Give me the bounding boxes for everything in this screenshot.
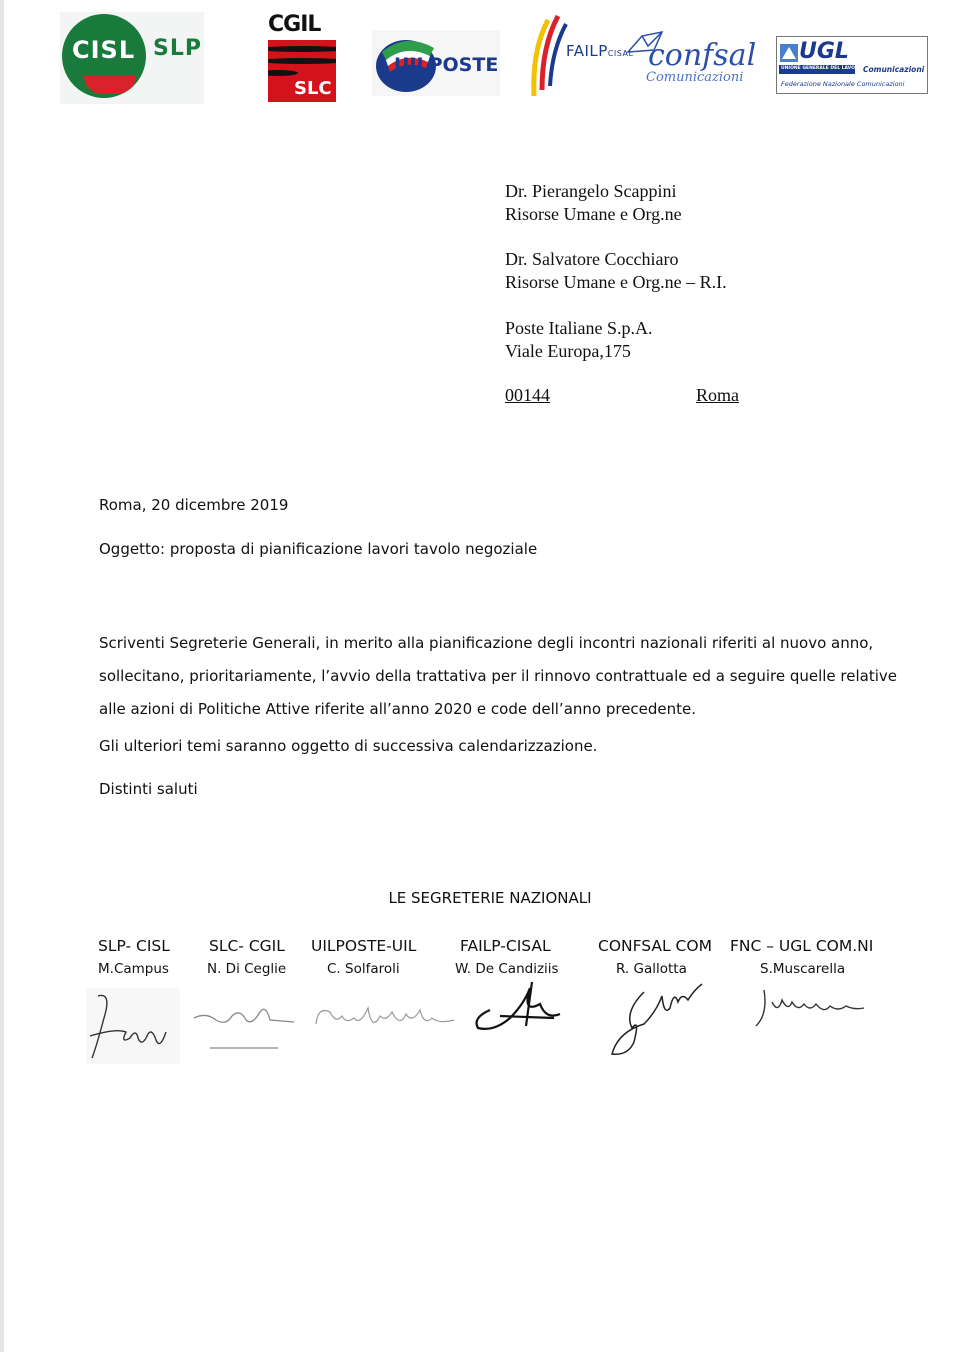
- sig-name-solfaroli: C. Solfaroli: [327, 961, 400, 977]
- signature-di-ceglie: [186, 996, 298, 1056]
- failp-logo-text: FAILPCISAL: [566, 42, 634, 60]
- page-edge: [0, 0, 4, 1352]
- recipient-street: Viale Europa,175: [505, 341, 631, 361]
- confsal-logo-text: confsal: [648, 38, 757, 73]
- letter-subject: Oggetto: proposta di pianificazione lavori tavolo negoziale: [99, 540, 538, 558]
- cgil-red-block: [268, 40, 336, 102]
- letter-date: Roma, 20 dicembre 2019: [99, 496, 289, 514]
- ugl-logo: [776, 36, 928, 94]
- sig-org-ugl: FNC – UGL COM.NI: [730, 937, 874, 955]
- letter-paragraph-1: Scriventi Segreterie Generali, in merito alla pianificazione degli incontri nazionali riferiti al nuovo anno, sollecitano, prioritariamente, l’avvio della trattativa per il rinnovo contrattuale ed a seguire quelle relative alle azioni di Politiche Attive riferite all’anno 2020 e code dell’anno precedente.: [99, 634, 897, 718]
- ugl-band: UNIONE GENERALE DEL LAVORO: [779, 65, 855, 74]
- recipient-cap: 00144: [505, 385, 550, 405]
- signature-gallotta: [604, 972, 708, 1060]
- ugl-logo-text: UGL: [799, 39, 849, 64]
- recipient-company: Poste Italiane S.p.A.: [505, 318, 653, 338]
- sig-org-confsal: CONFSAL COM: [598, 937, 712, 955]
- sig-org-slc: SLC- CGIL: [209, 937, 285, 955]
- recipient-2-name: Dr. Salvatore Cocchiaro: [505, 249, 679, 269]
- sig-name-di-ceglie: N. Di Ceglie: [207, 961, 287, 977]
- ugl-flag-icon: [779, 41, 801, 67]
- letter-closing: Distinti saluti: [99, 780, 198, 798]
- failp-confsal-logo: [528, 10, 757, 102]
- cisl-red-arc: [84, 76, 136, 94]
- recipient-1-role: Risorse Umane e Org.ne: [505, 204, 682, 224]
- signatures-title: LE SEGRETERIE NAZIONALI: [388, 889, 592, 907]
- sig-name-de-candiziis: W. De Candiziis: [455, 961, 559, 977]
- recipient-2-role: Risorse Umane e Org.ne – R.I.: [505, 272, 727, 292]
- confsal-comunicazioni-text: Comunicazioni: [646, 70, 744, 85]
- failp-stripes-icon: [528, 10, 568, 102]
- slc-logo-text: SLC: [294, 78, 332, 99]
- signature-solfaroli: [312, 998, 458, 1038]
- uilposte-logo-text: UILPOSTE: [394, 54, 499, 76]
- recipient-1-name: Dr. Pierangelo Scappini: [505, 181, 677, 201]
- signature-de-candiziis: [470, 974, 566, 1036]
- recipient-2: [505, 248, 727, 294]
- cisl-logo-text: CISL: [72, 36, 136, 64]
- cisl-slp-logo: [60, 12, 204, 104]
- sig-org-uilposte: UILPOSTE-UIL: [311, 937, 417, 955]
- recipient-city: Roma: [696, 385, 739, 405]
- slp-logo-text: SLP: [153, 36, 202, 61]
- cgil-logo-text: CGIL: [268, 12, 321, 37]
- sig-name-muscarella: S.Muscarella: [760, 961, 846, 977]
- sig-name-campus: M.Campus: [98, 961, 169, 977]
- recipient-cap-city: [505, 385, 739, 406]
- sig-org-failp: FAILP-CISAL: [460, 937, 551, 955]
- recipient-1: [505, 180, 682, 226]
- signature-muscarella: [748, 984, 870, 1034]
- sig-org-slp: SLP- CISL: [98, 937, 170, 955]
- uilposte-logo: [372, 30, 500, 96]
- sig-name-gallotta: R. Gallotta: [616, 961, 687, 977]
- letter-paragraph-2: Gli ulteriori temi saranno oggetto di successiva calendarizzazione.: [99, 737, 598, 755]
- signature-campus: [86, 988, 180, 1064]
- ugl-federazione-text: Federazione Nazionale Comunicazioni: [781, 80, 905, 88]
- recipient-address: [505, 317, 652, 363]
- ugl-comunicazioni-text: Comunicazioni: [863, 65, 925, 74]
- cgil-slc-logo: [268, 12, 336, 102]
